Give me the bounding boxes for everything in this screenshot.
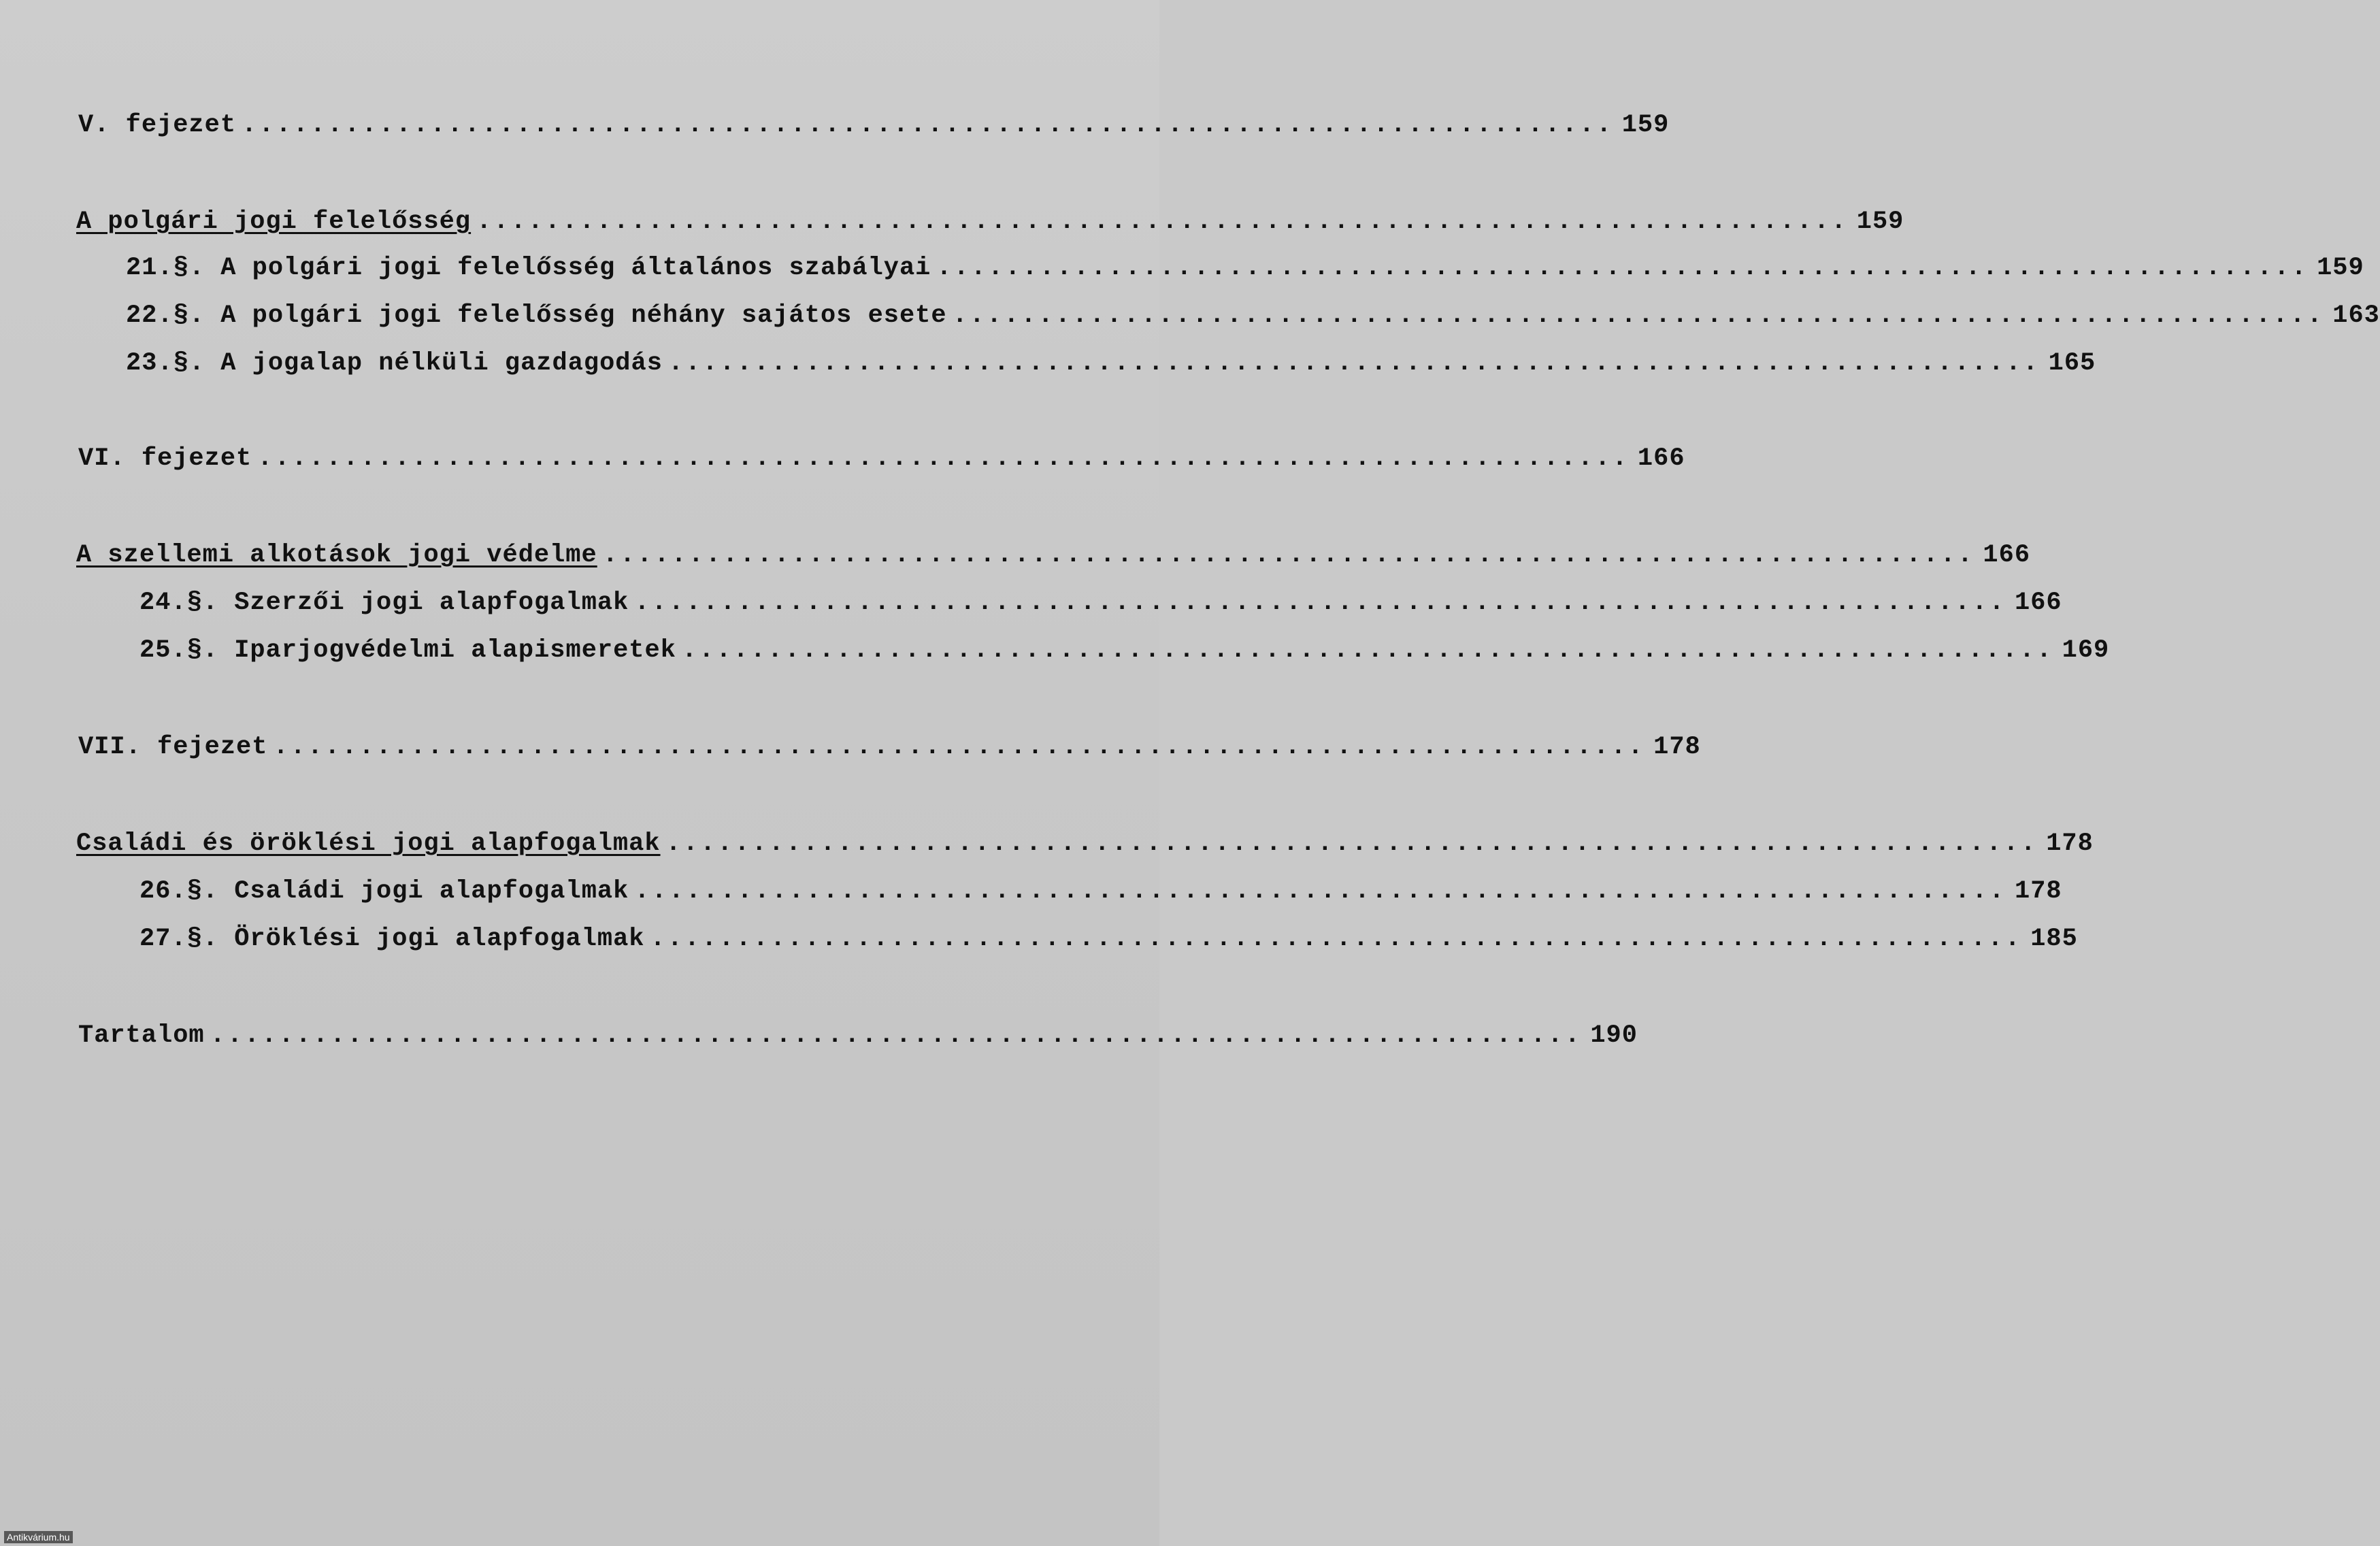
toc-page-number: 178: [2046, 829, 2094, 858]
toc-entry-paragraph-23: [126, 346, 2096, 381]
toc-entry-title: 25.§. Iparjogvédelmi alapismeretek: [139, 636, 676, 665]
toc-entry-title: Családi és öröklési jogi alapfogalmak: [76, 829, 661, 858]
toc-entry-title: 22.§. A polgári jogi felelősség néhány sajátos esete: [126, 301, 947, 330]
toc-entry-contents: [78, 1018, 1638, 1053]
toc-dot-leader: ................................................................................: [650, 925, 2022, 953]
toc-entry-paragraph-21: [126, 250, 2364, 286]
toc-page-number: 190: [1590, 1021, 1638, 1050]
toc-entry-title: 24.§. Szerzői jogi alapfogalmak: [139, 589, 629, 617]
watermark: Antikvárium.hu: [4, 1531, 73, 1543]
toc-page-number: 166: [2014, 589, 2062, 617]
toc-page-number: 178: [2014, 877, 2062, 906]
toc-entry-paragraph-25: [139, 633, 2110, 668]
toc-dot-leader: ................................................................................: [634, 877, 2006, 906]
toc-entry-section: [76, 538, 2031, 573]
toc-entry-title: V. fejezet: [78, 111, 237, 139]
toc-entry-title: Tartalom: [78, 1021, 205, 1050]
toc-page-number: 165: [2048, 349, 2096, 378]
toc-entry-chapter-vi: [78, 441, 1685, 476]
toc-entry-title: 27.§. Öröklési jogi alapfogalmak: [139, 925, 645, 953]
toc-page-number: 166: [1983, 541, 2031, 570]
toc-dot-leader: ................................................................................: [952, 301, 2324, 330]
toc-page-number: 159: [1621, 111, 1670, 139]
toc-page-number: 163: [2332, 301, 2380, 330]
toc-dot-leader: ................................................................................: [273, 733, 1645, 761]
toc-dot-leader: ................................................................................: [210, 1021, 1582, 1050]
toc-dot-leader: ................................................................................: [257, 444, 1630, 473]
toc-entry-section: [76, 204, 1904, 240]
toc-entry-chapter-vii: [78, 729, 1701, 765]
toc-entry-title: A polgári jogi felelősség: [76, 208, 472, 236]
toc-entry-title: VII. fejezet: [78, 733, 268, 761]
toc-page-number: 185: [2030, 925, 2078, 953]
toc-page-number: 159: [1856, 208, 1904, 236]
toc-dot-leader: ................................................................................: [667, 349, 2040, 378]
toc-page-number: 178: [1653, 733, 1701, 761]
toc-entry-title: 26.§. Családi jogi alapfogalmak: [139, 877, 629, 906]
toc-entry-paragraph-26: [139, 874, 2062, 909]
toc-dot-leader: ................................................................................: [665, 829, 2038, 858]
toc-dot-leader: ................................................................................: [476, 208, 1849, 236]
toc-dot-leader: ................................................................................: [936, 254, 2309, 282]
toc-entry-chapter-v: [78, 108, 1670, 143]
toc-entry-paragraph-24: [139, 585, 2062, 621]
toc-entry-title: 23.§. A jogalap nélküli gazdagodás: [126, 349, 663, 378]
toc-entry-title: VI. fejezet: [78, 444, 252, 473]
toc-dot-leader: ................................................................................: [681, 636, 2054, 665]
toc-entry-paragraph-27: [139, 921, 2078, 957]
toc-page-number: 166: [1637, 444, 1685, 473]
toc-entry-title: A szellemi alkotások jogi védelme: [76, 541, 597, 570]
toc-dot-leader: ................................................................................: [634, 589, 2006, 617]
toc-dot-leader: ................................................................................: [242, 111, 1614, 139]
toc-entry-section: [76, 826, 2094, 861]
toc-dot-leader: ................................................................................: [602, 541, 1975, 570]
toc-entry-paragraph-22: [126, 298, 2380, 333]
toc-page-number: 169: [2062, 636, 2110, 665]
toc-page-number: 159: [2317, 254, 2364, 282]
toc-entry-title: 21.§. A polgári jogi felelősség általános szabályai: [126, 254, 931, 282]
